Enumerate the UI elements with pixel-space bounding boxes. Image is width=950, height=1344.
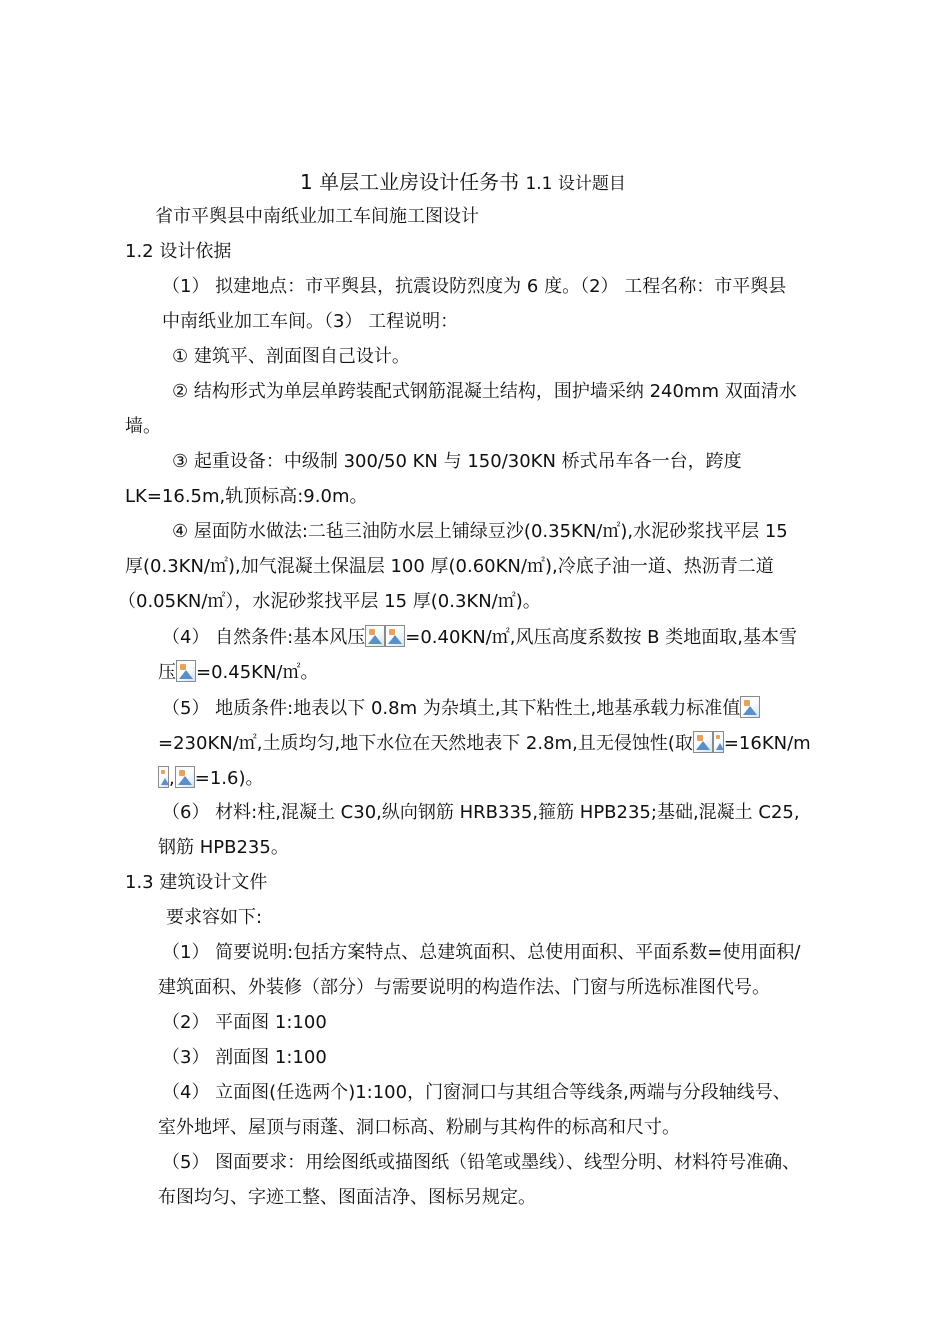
list-item-continuation: 墙。 [125, 416, 161, 437]
paragraph-line: （1） 拟建地点：市平舆县，抗震设防烈度为 6 度。（2） 工程名称：市平舆县 [162, 276, 787, 297]
document-title [300, 170, 626, 196]
list-item-continuation: 厚(0.3KN/㎡),加气混凝土保温层 100 厚(0.60KN/㎡),冷底子油一道、热沥青二道 [125, 556, 774, 577]
formula-image-icon [176, 660, 196, 682]
natural-conditions-line [158, 660, 319, 685]
paragraph-line: 中南纸业加工车间。（3） 工程说明： [162, 311, 459, 332]
formula-image-icon [740, 696, 760, 718]
requirement-item: （1） 简要说明:包括方案特点、总建筑面积、总使用面积、平面系数=使用面积/ [162, 942, 801, 963]
title-sub: 1.1 设计题目 [525, 174, 626, 194]
requirement-item: （4） 立面图(任选两个)1:100，门窗洞口与其组合等线条,两端与分段轴线号、 [162, 1082, 791, 1103]
list-item-continuation: LK=16.5m,轨顶标高:9.0m。 [125, 486, 368, 507]
formula-image-icon [693, 731, 713, 753]
formula-image-icon [385, 625, 405, 647]
requirement-item: （5） 图面要求：用绘图纸或描图纸（铅笔或墨线）、线型分明、材料符号准确、 [162, 1152, 801, 1173]
list-item: ④ 屋面防水做法:二毡三油防水层上铺绿豆沙(0.35KN/㎡),水泥砂浆找平层 15 [172, 521, 788, 542]
requirement-item-continuation: 室外地坪、屋顶与雨蓬、洞口标高、粉刷与其构件的标高和尺寸。 [158, 1117, 680, 1138]
project-name: 省市平舆县中南纸业加工车间施工图设计 [155, 206, 479, 227]
materials-line: （6） 材料:柱,混凝土 C30,纵向钢筋 HRB335,箍筋 HPB235;基础,混凝土 C25, [162, 802, 800, 823]
list-item: ③ 起重设备：中级制 300/50 KN 与 150/30KN 桥式吊车各一台，跨度 [172, 451, 742, 472]
formula-image-icon [158, 766, 169, 788]
requirement-item-continuation: 建筑面积、外装修（部分）与需要说明的构造作法、门窗与所选标准图代号。 [158, 977, 770, 998]
materials-line: 钢筋 HPB235。 [158, 837, 289, 858]
text-run: =0.45KN/㎡。 [196, 662, 319, 683]
text-run: （4） 自然条件:基本风压 [162, 627, 366, 648]
requirement-item: （2） 平面图 1:100 [162, 1012, 327, 1033]
list-item-continuation: （0.05KN/㎡），水泥砂浆找平层 15 厚(0.3KN/㎡)。 [118, 591, 541, 612]
text-run: =0.40KN/㎡,风压高度系数按 B 类地面取,基本雪 [405, 627, 797, 648]
text-run: =16KN/m [723, 733, 811, 754]
text-run: 压 [158, 662, 176, 683]
section-heading-1-3: 1.3 建筑设计文件 [125, 872, 268, 893]
requirement-item: （3） 剖面图 1:100 [162, 1047, 327, 1068]
text-run: =230KN/㎡,土质均匀,地下水位在天然地表下 2.8m,且无侵蚀性(取 [158, 733, 693, 754]
list-item: ② 结构形式为单层单跨装配式钢筋混凝土结构，围护墙采纳 240mm 双面清水 [172, 381, 797, 402]
formula-image-icon [713, 731, 724, 753]
geology-line [158, 731, 811, 756]
requirement-item-continuation: 布图均匀、字迹工整、图面洁净、图标另规定。 [158, 1187, 536, 1208]
natural-conditions-line [162, 625, 797, 650]
title-main: 1 单层工业房设计任务书 [300, 170, 520, 194]
text-run: =1.6)。 [194, 768, 264, 789]
requirements-intro: 要求容如下: [166, 907, 263, 928]
text-run: （5） 地质条件:地表以下 0.8m 为杂填土,其下粘性土,地基承载力标准值 [162, 698, 741, 719]
formula-image-icon [175, 766, 195, 788]
section-heading-1-2: 1.2 设计依据 [125, 241, 232, 262]
formula-image-icon [365, 625, 385, 647]
list-item: ① 建筑平、剖面图自己设计。 [172, 346, 410, 367]
text-run: , [169, 768, 175, 789]
geology-line [162, 696, 760, 721]
geology-line [158, 766, 263, 791]
